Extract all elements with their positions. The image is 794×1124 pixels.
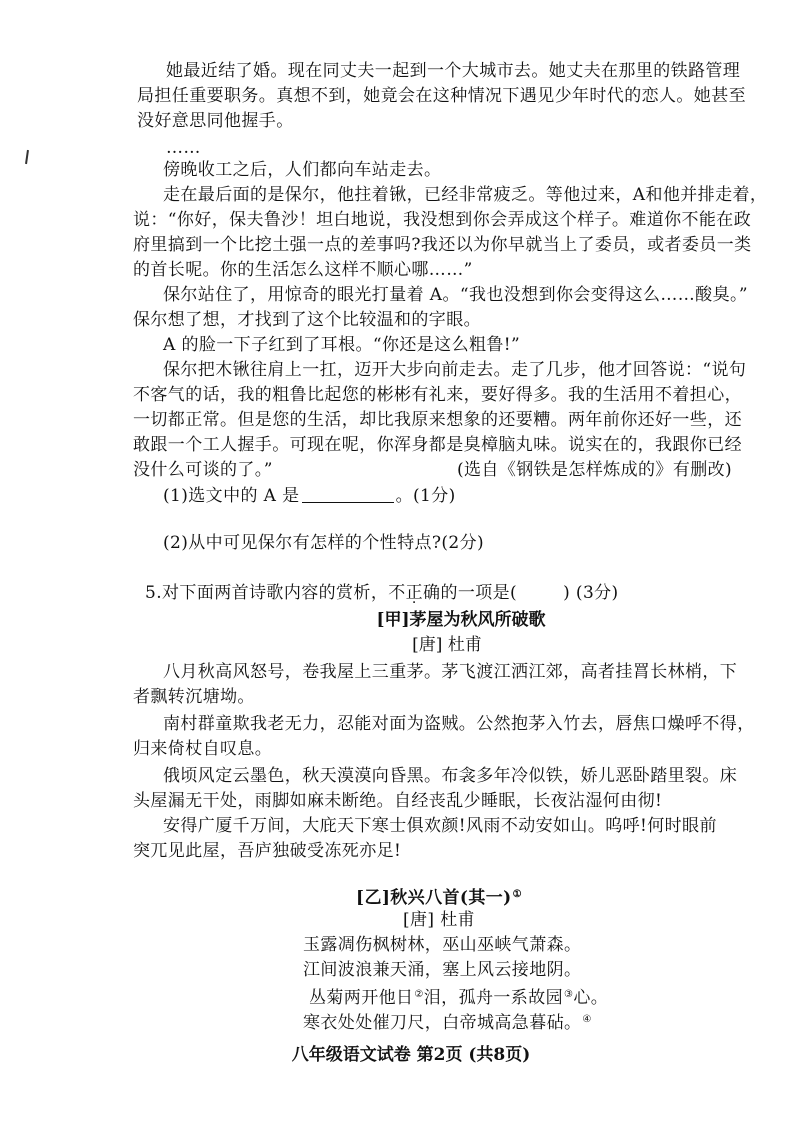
poem-b-line-part: 丛菊两开他日 xyxy=(309,988,414,1008)
passage-line: 府里搞到一个比挖土强一点的差事吗?我还以为你早就当上了委员，或者委员一类 xyxy=(133,235,752,255)
question-2: (2)从中可见保尔有怎样的个性特点?(2分) xyxy=(163,533,485,553)
poem-b-title-text: [乙]秋兴八首(其一) xyxy=(356,888,512,908)
poem-a-line: 八月秋高风怒号，卷我屋上三重茅。茅飞渡江洒江郊，高者挂罥长林梢，下 xyxy=(163,662,738,682)
question-1-text: (1)选文中的 A 是 xyxy=(163,486,300,506)
poem-a-line: 头屋漏无干处，雨脚如麻未断绝。自经丧乱少睡眠，长夜沾湿何由彻! xyxy=(133,791,663,811)
passage-line: 没什么可谈的了。” xyxy=(133,460,273,480)
poem-b-title xyxy=(356,883,522,910)
footnote-marker: ④ xyxy=(582,1014,592,1025)
poem-a-line: 归来倚杖自叹息。 xyxy=(133,739,273,759)
question-1-score: 。(1分) xyxy=(395,486,456,506)
poem-a-title: [甲]茅屋为秋风所破歌 xyxy=(376,610,546,630)
poem-a-line: 南村群童欺我老无力，忍能对面为盗贼。公然抱茅入竹去，唇焦口燥呼不得， xyxy=(163,714,755,734)
poem-b-line-part: 寒衣处处催刀尺，白帝城高急暮砧。 xyxy=(303,1013,582,1033)
poem-a-line: 俄顷风定云墨色，秋天漠漠向昏黑。布衾多年冷似铁，娇儿恶卧踏里裂。床 xyxy=(163,766,738,786)
question-5-text: 5.对下面两首诗歌内容的赏析， xyxy=(145,583,389,603)
passage-line: 保尔站住了，用惊奇的眼光打量着 A。“我也没想到你会变得这么……酸臭。” xyxy=(163,285,748,305)
poem-a-line: 者飘转沉塘坳。 xyxy=(133,687,255,707)
question-5-text-mid: 的一项是( xyxy=(440,583,518,603)
passage-line: 保尔想了想，才找到了这个比较温和的字眼。 xyxy=(133,310,481,330)
poem-b-line-part: 心。 xyxy=(573,988,609,1008)
passage-line: 保尔把木锹往肩上一扛，迈开大步向前走去。走了几步，他才回答说：“说句 xyxy=(163,360,747,380)
question-5-score: ) (3分) xyxy=(563,583,619,603)
passage-line: 她最近结了婚。现在同丈夫一起到一个大城市去。她丈夫在那里的铁路管理 xyxy=(166,61,741,81)
passage-line: 局担任重要职务。真想不到，她竟会在这种情况下遇见少年时代的恋人。她甚至 xyxy=(137,86,746,106)
poem-b-author: [唐] 杜甫 xyxy=(403,910,476,930)
passage-line: 不客气的话，我的粗鲁比起您的彬彬有礼来，要好得多。我的生活用不着担心， xyxy=(133,385,742,405)
poem-b-line xyxy=(303,1008,592,1035)
passage-line: 没好意思同他握手。 xyxy=(137,111,294,131)
poem-a-line: 突兀见此屋，吾庐独破受冻死亦足! xyxy=(133,841,402,861)
poem-a-line: 安得广厦千万间，大庇天下寒士俱欢颜!风雨不动安如山。呜呼!何时眼前 xyxy=(163,816,717,836)
page-footer: 八年级语文试卷 第2页 (共8页) xyxy=(291,1045,531,1065)
passage-line: 一切都正常。但是您的生活，却比我原来想象的还要糟。两年前你还好一些，还 xyxy=(133,410,742,430)
question-5 xyxy=(145,581,619,605)
passage-line: 敢跟一个工人握手。可现在呢，你浑身都是臭樟脑丸味。说实在的，我跟你已经 xyxy=(133,435,742,455)
passage-line: 说：“你好，保夫鲁沙！坦白地说，我没想到你会弄成这个样子。难道你不能在政 xyxy=(133,210,752,230)
passage-line: 走在最后面的是保尔，他拄着锹，已经非常疲乏。等他过来，A和他并排走着， xyxy=(163,185,768,205)
poem-b-line-part: 泪，孤舟一系故园 xyxy=(423,988,563,1008)
ellipsis: …… xyxy=(166,138,201,158)
footnote-marker: ① xyxy=(512,889,522,900)
margin-mark xyxy=(25,150,29,164)
poem-b-line xyxy=(309,983,608,1010)
passage-line: 的首长呢。你的生活怎么这样不顺心哪……” xyxy=(133,260,473,280)
footnote-marker: ② xyxy=(414,989,424,1000)
poem-b-line: 玉露凋伤枫树林，巫山巫峡气萧森。 xyxy=(303,935,582,955)
emphasis-negation: 不正确 xyxy=(388,583,441,603)
poem-a-author: [唐] 杜甫 xyxy=(412,635,482,655)
passage-line: A 的脸一下子红到了耳根。“你还是这么粗鲁!” xyxy=(163,335,521,355)
footnote-marker: ③ xyxy=(563,989,574,1000)
question-1 xyxy=(163,484,456,508)
poem-b-line: 江间波浪兼天涌，塞上风云接地阴。 xyxy=(303,960,582,980)
source-note: (选自《钢铁是怎样炼成的》有删改) xyxy=(457,460,733,480)
passage-line: 傍晚收工之后，人们都向车站走去。 xyxy=(163,160,442,180)
answer-blank[interactable] xyxy=(302,484,394,503)
